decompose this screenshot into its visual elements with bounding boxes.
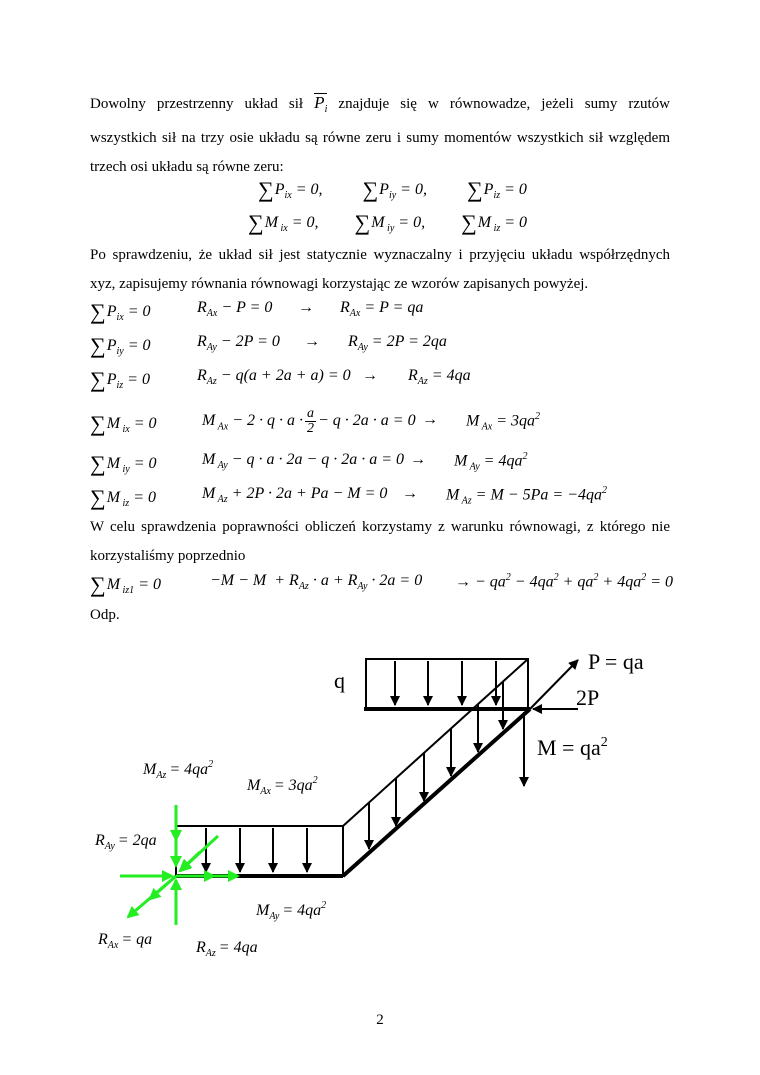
intro-line-1: Dowolny przestrzenny układ sił $P_i$ znajduje się w równowadze, jeżeli sumy rzutów: [90, 93, 671, 115]
label-2P: 2P: [576, 685, 600, 710]
load-arrows-upper: [395, 661, 496, 705]
label-M: $M = qa^2$: [537, 735, 608, 760]
label-q: q: [334, 668, 345, 693]
label-RAy: $R_{Ay} = 2qa$: [95, 832, 157, 852]
label-MAx: $M_{Ax} = 3qa^2$: [247, 775, 318, 797]
intro-line-2: wszystkich sił na trzy osie układu są równe zeru i sumy momentów wszystkich sił względem: [90, 130, 670, 146]
moment-conditions: ∑M $_{ix}$ = 0, ∑M $_{iy}$ = 0, ∑M $_{iz}$ = 0: [248, 210, 528, 235]
beam-inclined: [343, 709, 530, 876]
reaction-arrows: [120, 805, 238, 925]
load-box-inclined: [343, 659, 528, 826]
load-arrows-inclined: [369, 681, 503, 849]
label-RAx: $R_{Ax}$ = qa: [98, 931, 153, 951]
force-conditions: $\sum P_{ix} = 0$, $\sum P_{iy} = 0$, $\sum P_{iz} = 0$: [258, 177, 527, 202]
label-P: P = qa: [588, 649, 644, 674]
page-number: 2: [376, 1012, 384, 1028]
label-MAz: $M_{Az} = 4qa^2$: [143, 759, 214, 781]
answer-label: Odp.: [90, 607, 120, 623]
intro-line-3: trzech osi układu są równe zeru:: [90, 159, 284, 175]
force-P-arrow: [530, 660, 578, 709]
label-MAy: $M_{Ay} = 4qa^2$: [256, 900, 327, 922]
paragraph-2-line-2: xyz, zapisujemy równania równowagi korzystając ze wzorów zapisanych powyżej.: [90, 276, 589, 292]
paragraph-3-line-2: korzystaliśmy poprzednio: [90, 548, 246, 564]
paragraph-3-line-1: W celu sprawdzenia poprawności obliczeń korzystamy z warunku równowagi, z którego nie: [90, 519, 670, 535]
paragraph-2-line-1: Po sprawdzeniu, że układ sił jest statycznie wyznaczalny i przyjęciu układu współrzędnych: [90, 247, 670, 263]
load-arrows-lower: [206, 828, 307, 872]
document-page: Dowolny przestrzenny układ sił $P_i$ znajduje się w równowadze, jeżeli sumy rzutów wszystkich sił na trzy osie układu są równe zeru i sumy momentów wszystkich sił względem trzech osi układu są równe zeru: $\sum P_{ix} = 0$, $\sum P_{iy} = 0$, $\sum P_{iz} = 0$ ∑M $_{ix}$ = 0, ∑M $_{iy}$ = 0, ∑M $_{iz}$ = 0 Po sprawdzeniu, że układ sił jest statycznie wyznaczalny i przyjęciu układu współrzędnych xyz, zapisujemy równania równowagi korzystając ze wzorów zapisanych powyżej. $\sum P_{ix} = 0$ $R_{Ax} - P = 0$ → $R_{Ax} = P$ = qa $\sum P_{iy} = 0$ $R_{Ay} - 2P = 0$ → $R_{Ay} = 2P = 2qa$ $\sum P_{iz} = 0$ $R_{Az} - q(a + 2a + a) = 0$ → $R_{Az} = 4qa$ ∑M $_{ix}$ = 0 M $_{Ax}$ − 2 · q · a · $\frac{a}{2}$ − q · 2a · a = 0 → M $_{Ax} = 3qa^2$ ∑M $_{iy}$ = 0 M $_{Ay}$ − q · a · 2a − q · 2a · a = 0 → M $_{Ay} = 4qa^2$ ∑M $_{iz}$ = 0 M $_{Az}$ + 2P · 2a + Pa − M = 0 → M $_{Az} = M - 5Pa = -4qa^2$ W celu sprawdzenia poprawności obliczeń korzystamy z warunku równowagi, z którego nie korzystaliśmy poprzednio ∑M $_{iz1}$ = 0 $-M - M + R_{Az} \cdot a + R_{Ay} \cdot 2a = 0$ → − $qa^2 - 4qa^2 + qa^2 + 4qa^2 = 0$ Odp. q P = qa 2P $M = qa^2$ $M_{Az} = 4qa^2$ $M_{Ax} = 3qa^2$ $R_{Ay} = 2qa$ $M_{Ay} = 4qa^2$ $R_{Ax}$ = qa $R_{Az} = 4qa$ 2: [0, 0, 760, 1075]
label-RAz: $R_{Az} = 4qa$: [196, 939, 258, 959]
